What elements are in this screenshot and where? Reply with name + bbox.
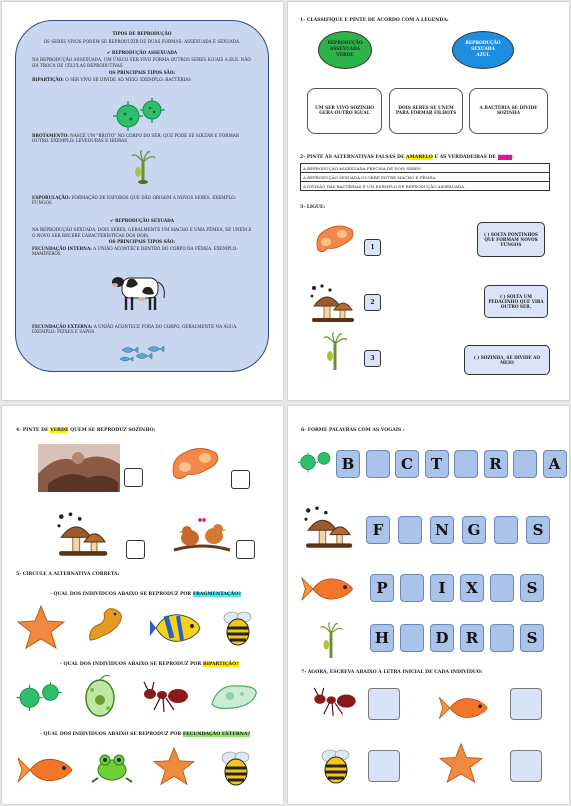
link-answer-1[interactable]: ( ) SOLTA PONTINHOS QUE FORMAM NOVOS FUNGOS <box>477 222 545 257</box>
answer-box-bacterium[interactable] <box>231 470 250 489</box>
ant-icon <box>142 680 190 714</box>
classify-box-3[interactable]: A BACTÉRIA SE DIVIDE SOZINHA <box>469 88 548 134</box>
starfish-icon <box>152 746 196 786</box>
sexual-text: NA REPRODUÇÃO SEXUADA, DOIS SERES, GERALMENTE UM MACHO E UMA FÊMEA, SE UNEM E O NOVO SER RECEBE CARACTERÍSTICAS DOS DOIS. <box>32 227 252 238</box>
vowel-blank-box[interactable] <box>400 574 424 602</box>
page-3 <box>2 406 283 804</box>
external-fertilization-text: FECUNDAÇÃO EXTERNA: A UNIÃO ACONTECE FORA DO CORPO, GERALMENTE NA ÁGUA. EXEMPLO: PEIXES E SAPOS <box>32 324 238 335</box>
tropical-fish-icon <box>150 608 204 648</box>
hydra-icon <box>318 622 344 658</box>
sporulation-text: ESPORULAÇÃO: FORMAÇÃO DE ESPOROS QUE DÃO ORIGEM A NOVOS SERES. EXEMPLO: FUNGOS <box>32 195 237 206</box>
link-answer-2[interactable]: ( ) SOLTA UM PEDACINHO QUE VIRA OUTRO SER. <box>484 285 548 318</box>
letter-box: P <box>370 574 394 602</box>
letter-box: H <box>370 624 394 652</box>
question-4: 4- PINTE DE VERDE QUEM SE REPRODUZ SOZINHO: <box>16 428 156 433</box>
letter-box: T <box>425 450 449 478</box>
fish-school-icon <box>118 344 166 364</box>
letter-box: C <box>395 450 419 478</box>
link-number-3: 3 <box>364 350 381 367</box>
bacterium-dividing-icon <box>314 224 356 254</box>
bipartition-text: BIPARTIÇÃO: O SER VIVO SE DIVIDE AO MEIO. EXEMPLO: BACTÉRIAS <box>32 77 192 83</box>
mushroom-icon <box>300 506 356 550</box>
starfish-icon <box>438 742 484 784</box>
flatworm-icon <box>84 606 128 644</box>
initial-letter-box-starfish[interactable] <box>510 750 542 782</box>
page-4 <box>288 406 569 804</box>
legend-green-oval: REPRODUÇÃO ASSEXUADA VERDE <box>318 31 372 69</box>
question-5: 5- CIRCULE A ALTERNATIVA CORRETA: <box>16 572 120 577</box>
goldfish-icon <box>298 572 360 606</box>
initial-letter-box-fish[interactable] <box>510 688 542 720</box>
letter-box: I <box>430 574 454 602</box>
answer-box-mushroom[interactable] <box>126 540 145 559</box>
letter-box: S <box>520 624 544 652</box>
alternative-3[interactable]: A DIVISÃO DAS BACTÉRIAS É UM EXEMPLO DE REPRODUÇÃO ASSEXUADA. <box>301 182 550 191</box>
letter-box: R <box>484 450 508 478</box>
letter-box: D <box>430 624 454 652</box>
vowel-blank-box[interactable] <box>490 624 514 652</box>
sexual-types-title: OS PRINCIPAIS TIPOS SÃO: <box>108 239 176 245</box>
birds-icon <box>172 516 232 556</box>
letter-box: N <box>430 516 454 544</box>
reproduction-title: TIPOS DE REPRODUÇÃO <box>112 31 172 36</box>
vowel-blank-box[interactable] <box>398 516 422 544</box>
asexual-title: ✔ REPRODUÇÃO ASSEXUADA <box>106 49 178 55</box>
bacteria-icon <box>110 96 170 132</box>
letter-box: S <box>520 574 544 602</box>
subquestion-fragmentation: - QUAL DOS INDIVÍDUOS ABAIXO SE REPRODUZ POR FRAGMENTAÇÃO? <box>50 592 241 597</box>
vowel-blank-box[interactable] <box>366 450 390 478</box>
asexual-types-title: OS PRINCIPAIS TIPOS SÃO: <box>108 70 176 76</box>
amoeba-icon <box>82 672 118 720</box>
letter-box: A <box>543 450 567 478</box>
classify-box-2[interactable]: DOIS SERES SE UNEM PARA FORMAR FILHOTS <box>389 88 463 134</box>
letter-box: F <box>366 516 390 544</box>
alternative-1[interactable]: A REPRODUÇÃO ASSEXUADA PRECISA DE DOIS SERES. <box>301 164 550 173</box>
bacteria-icon <box>296 446 336 476</box>
question-3: 3- LIGUE: <box>300 205 326 210</box>
goldfish-icon <box>16 752 78 788</box>
vowel-blank-box[interactable] <box>513 450 537 478</box>
budding-text: BROTAMENTO: NASCE UM "BROTO" NO CORPO DO SER, QUE PODE SE SOLTAR E FORMAR OUTRO. EXEMPLO: LEVEDURAS E HIDRAS <box>32 133 239 144</box>
letter-box: R <box>460 624 484 652</box>
question-1: 1- CLASSIFIQUE E PINTE DE ACORDO COM A LEGENDA: <box>300 18 449 23</box>
bee-icon <box>218 608 258 648</box>
question-2: 2- PINTE AS ALTERNATIVAS FALSAS DE AMARELO E AS VERDADEIRAS DE ROSA: <box>300 155 514 160</box>
letter-box: G <box>462 516 486 544</box>
vowel-blank-box[interactable] <box>454 450 478 478</box>
classify-box-1[interactable]: UM SER VIVO SOZINHO GERA OUTRO IGUAL <box>307 88 382 134</box>
intro-text: OS SERES VIVOS PODEM SE REPRODUZIR DE DUAS FORMAS: ASSEXUADA E SEXUADA. <box>43 39 241 45</box>
vowel-blank-box[interactable] <box>400 624 424 652</box>
bee-icon <box>316 746 356 786</box>
internal-fertilization-text: FECUNDAÇÃO INTERNA: A UNIÃO ACONTECE DENTRO DO CORPO DA FÊMEA. EXEMPLO: MAMÍFEROS <box>32 245 238 257</box>
page-1 <box>2 2 283 400</box>
legend-blue-oval: REPRODUÇÃO SEXUADA AZUL <box>452 31 514 69</box>
subquestion-external-fertilization: - QUAL DOS INDIVÍDUOS ABAIXO SE REPRODUZ POR FECUNDAÇÃO EXTERNA? <box>40 732 251 737</box>
link-number-1: 1 <box>364 239 381 256</box>
question-6: 6- FORME PALAVRAS COM AS VOGAIS : <box>301 428 405 433</box>
frog-icon <box>92 750 132 784</box>
hydra-icon <box>322 332 348 370</box>
hydra-icon <box>130 150 156 184</box>
letter-box: X <box>460 574 484 602</box>
alternative-2[interactable]: A REPRODUÇÃO SEXUADA OCORRE ENTRE MACHO E FÊMEA. <box>301 173 550 182</box>
cow-icon <box>112 270 170 312</box>
link-number-2: 2 <box>364 294 381 311</box>
page-2 <box>288 2 569 400</box>
ant-icon <box>310 686 360 718</box>
bee-icon <box>216 748 256 788</box>
bacterium-dividing-icon <box>170 446 222 482</box>
initial-letter-box-bee[interactable] <box>368 750 400 782</box>
subquestion-bipartition: - QUAL DOS INDIVÍDUOS ABAIXO SE REPRODUZ POR BIPARTIÇÃO? <box>60 662 239 667</box>
answer-box-birds[interactable] <box>236 540 255 559</box>
question-7: 7- AGORA, ESCREVA ABAIXO A LETRA INICIAL DE CADA INDIVÍDUO: <box>301 670 483 675</box>
answer-box-photo[interactable] <box>124 468 143 487</box>
vowel-blank-box[interactable] <box>490 574 514 602</box>
paramecium-icon <box>208 680 260 712</box>
goldfish-icon <box>436 692 494 724</box>
alternatives-table <box>300 163 550 191</box>
sexual-title: ✔ REPRODUÇÃO SEXUADA <box>109 218 174 223</box>
letter-box: B <box>336 450 360 478</box>
bacteria-icon <box>14 676 66 716</box>
mushroom-icon <box>54 512 110 558</box>
link-answer-3[interactable]: ( ) SOZINHA, SE DIVIDE AO MEIO <box>464 345 550 375</box>
asexual-text: NA REPRODUÇÃO ASSEXUADA, UM ÚNICO SER VIVO FORMA OUTROS SERES IGUAIS A ELE. NÃO HÁ TROCA DE CÉLULAS REPRODUTIVAS <box>32 57 251 68</box>
starfish-icon <box>16 604 66 650</box>
letter-box: S <box>526 516 550 544</box>
mushroom-icon <box>308 284 356 324</box>
initial-letter-box-ant[interactable] <box>368 688 400 720</box>
animals-photo-icon <box>38 444 120 492</box>
vowel-blank-box[interactable] <box>494 516 518 544</box>
